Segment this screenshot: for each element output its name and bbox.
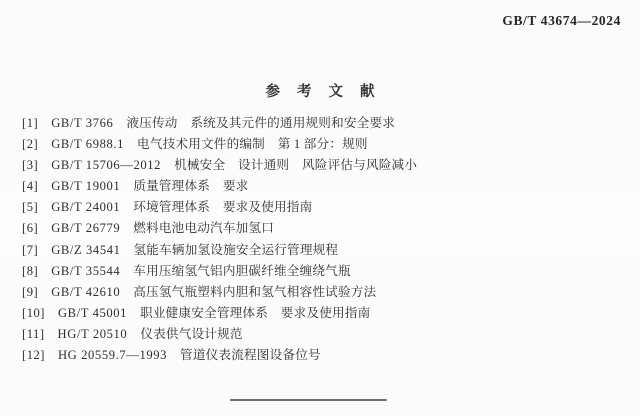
reference-title-text: 氢能车辆加氢设施安全运行管理规程 bbox=[133, 242, 339, 257]
standard-number-header: GB/T 43674—2024 bbox=[502, 13, 621, 28]
reference-number: [5] bbox=[22, 200, 39, 215]
reference-code: GB/T 35544 bbox=[51, 263, 121, 278]
reference-code: GB/T 6988.1 bbox=[51, 137, 125, 152]
reference-list bbox=[22, 113, 626, 366]
reference-code: HG/T 20510 bbox=[57, 326, 128, 341]
reference-number: [3] bbox=[22, 158, 39, 173]
reference-item bbox=[22, 324, 626, 345]
reference-number: [12] bbox=[22, 348, 45, 363]
reference-number: [1] bbox=[22, 116, 39, 130]
reference-item bbox=[22, 155, 626, 176]
reference-title-text: 质量管理体系 要求 bbox=[133, 179, 249, 194]
reference-number: [10] bbox=[22, 305, 45, 320]
reference-title-text: 环境管理体系 要求及使用指南 bbox=[133, 200, 313, 215]
reference-code: GB/T 19001 bbox=[51, 179, 121, 194]
reference-code: GB/Z 34541 bbox=[51, 242, 121, 257]
reference-number: [11] bbox=[22, 326, 45, 341]
reference-item bbox=[22, 345, 626, 366]
reference-number: [8] bbox=[22, 263, 39, 278]
reference-item bbox=[22, 218, 626, 239]
reference-code: GB/T 3766 bbox=[51, 116, 114, 130]
reference-code: GB/T 42610 bbox=[51, 284, 121, 299]
reference-item bbox=[22, 134, 626, 155]
reference-title-text: 液压传动 系统及其元件的通用规则和安全要求 bbox=[126, 116, 396, 130]
reference-number: [6] bbox=[22, 221, 39, 236]
reference-title-text: 职业健康安全管理体系 要求及使用指南 bbox=[140, 305, 371, 320]
reference-number: [4] bbox=[22, 179, 39, 194]
reference-item bbox=[22, 261, 626, 282]
reference-code: GB/T 15706—2012 bbox=[51, 158, 162, 173]
reference-code: GB/T 45001 bbox=[57, 305, 128, 320]
reference-item bbox=[22, 303, 626, 324]
reference-number: [9] bbox=[22, 284, 39, 299]
reference-item bbox=[22, 240, 626, 261]
reference-item bbox=[22, 282, 626, 303]
reference-title-text: 管道仪表流程图设备位号 bbox=[180, 348, 321, 363]
reference-title-text: 车用压缩氢气铝内胆碳纤维全缠绕气瓶 bbox=[133, 263, 351, 278]
reference-title-text: 高压氢气瓶塑料内胆和氢气相容性试验方法 bbox=[133, 284, 377, 299]
reference-number: [2] bbox=[22, 137, 39, 152]
end-of-document-rule bbox=[230, 399, 387, 401]
reference-title-text: 仪表供气设计规范 bbox=[140, 326, 243, 341]
reference-code: HG 20559.7—1993 bbox=[57, 348, 168, 363]
reference-title-text: 机械安全 设计通则 风险评估与风险减小 bbox=[174, 158, 418, 173]
reference-code: GB/T 24001 bbox=[51, 200, 121, 215]
reference-item bbox=[22, 176, 626, 197]
reference-title-text: 燃料电池电动汽车加氢口 bbox=[133, 221, 275, 236]
reference-item bbox=[22, 113, 626, 134]
references-section-title: 参考文献 bbox=[265, 84, 392, 100]
reference-number: [7] bbox=[22, 242, 39, 257]
reference-title-text: 电气技术用文件的编制 第 1 部分：规则 bbox=[137, 137, 368, 152]
reference-item bbox=[22, 197, 626, 218]
reference-code: GB/T 26779 bbox=[51, 221, 121, 236]
